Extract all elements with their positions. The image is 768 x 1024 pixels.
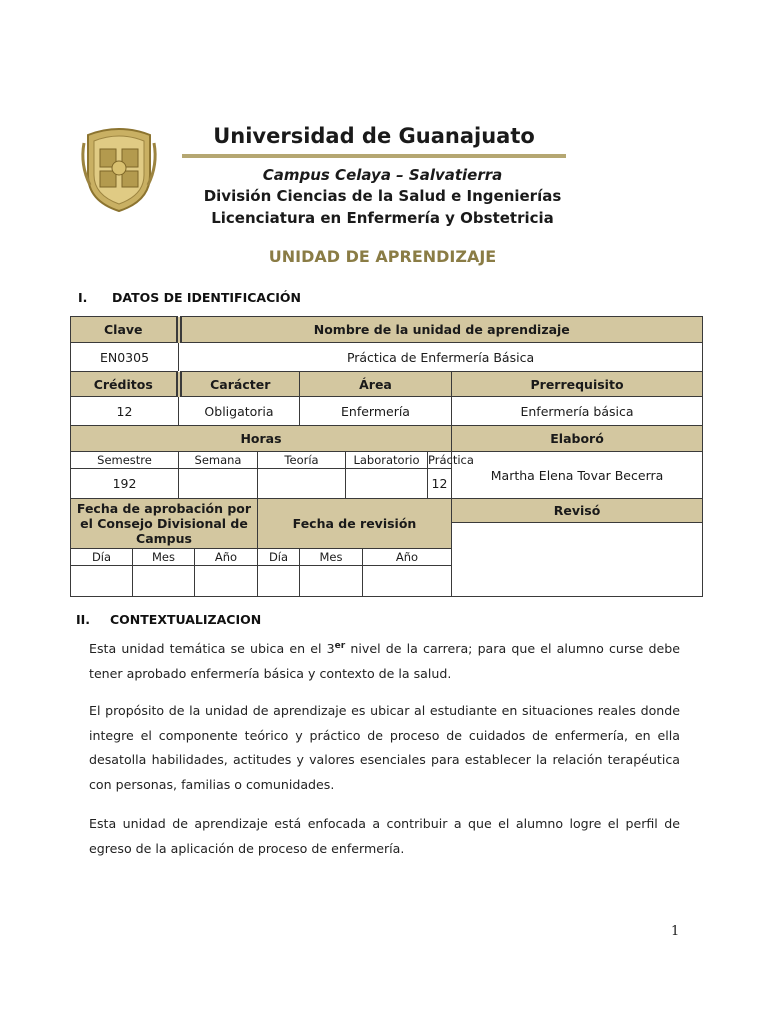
revision-mes-label: Mes (300, 549, 363, 566)
section-1-title: DATOS DE IDENTIFICACIÓN (112, 290, 302, 305)
caracter-value: Obligatoria (179, 397, 300, 426)
aprobacion-dia-value (71, 566, 133, 597)
prerrequisito-header: Prerrequisito (452, 372, 703, 397)
laboratorio-label: Laboratorio (346, 452, 428, 469)
elaboro-header: Elaboró (452, 426, 703, 452)
nombre-header: Nombre de la unidad de aprendizaje (179, 317, 703, 343)
clave-value: EN0305 (71, 343, 179, 372)
university-title: Universidad de Guanajuato (213, 124, 535, 148)
document-title: UNIDAD DE APRENDIZAJE (268, 247, 497, 266)
reviso-header: Revisó (452, 499, 703, 523)
aprobacion-dia-label: Día (71, 549, 133, 566)
section-2-heading (76, 612, 261, 627)
licenciatura-line: Licenciatura en Enfermería y Obstetricia (211, 209, 554, 227)
title-underline (182, 154, 566, 158)
identification-table (70, 316, 703, 597)
semana-label: Semana (179, 452, 258, 469)
teoria-value (258, 469, 346, 499)
semestre-label: Semestre (71, 452, 179, 469)
page-number: 1 (671, 924, 680, 939)
paragraph-1-superscript: er (334, 641, 346, 651)
reviso-value (452, 523, 703, 597)
laboratorio-value (346, 469, 428, 499)
paragraph-2: El propósito de la unidad de aprendizaje es ubicar al estudiante en situaciones reales donde integre el componente teórico y práctico de proceso de cuidados de enfermería, en ella desatolla habilidades, actitudes y valores esenciales para establecer la relación terapéutica con personas, familias o comunidades. (89, 703, 680, 792)
paragraph-1-end: nivel de la carrera; para que el alumno curse debe tener aprobado enfermería básica y contexto de la salud. (89, 641, 680, 681)
prerrequisito-value: Enfermería básica (452, 397, 703, 426)
area-header: Área (300, 372, 452, 397)
teoria-label: Teoría (258, 452, 346, 469)
practica-value: 12 (428, 469, 452, 499)
aprobacion-mes-label: Mes (133, 549, 195, 566)
campus-line: Campus Celaya – Salvatierra (262, 166, 503, 184)
creditos-value: 12 (71, 397, 179, 426)
section-2-number: II. (76, 612, 91, 627)
area-value: Enfermería (300, 397, 452, 426)
nombre-value: Práctica de Enfermería Básica (179, 343, 703, 372)
aprobacion-anio-value (195, 566, 258, 597)
elaboro-value: Martha Elena Tovar Becerra (452, 452, 703, 499)
division-line: División Ciencias de la Salud e Ingenierías (203, 187, 562, 205)
creditos-header: Créditos (71, 372, 179, 397)
fecha-aprobacion-header: Fecha de aprobación por el Consejo Divisional de Campus (71, 499, 258, 549)
semestre-value: 192 (71, 469, 179, 499)
paragraph-3: Esta unidad de aprendizaje está enfocada a contribuir a que el alumno logre el perfil de egreso de la aplicación de proceso de enfermería. (89, 816, 680, 856)
university-seal-logo (80, 125, 158, 213)
practica-label: Práctica (428, 453, 474, 467)
revision-mes-value (300, 566, 363, 597)
clave-header: Clave (71, 317, 179, 343)
paragraph-1 (89, 634, 680, 686)
revision-dia-label: Día (258, 549, 300, 566)
aprobacion-mes-value (133, 566, 195, 597)
horas-header: Horas (71, 426, 452, 452)
fecha-revision-header: Fecha de revisión (258, 499, 452, 549)
semana-value (179, 469, 258, 499)
paragraph-1-start: Esta unidad temática se ubica en el 3 (89, 641, 335, 657)
revision-dia-value (258, 566, 300, 597)
section-1-number: I. (78, 290, 88, 305)
revision-anio-label: Año (363, 549, 452, 566)
aprobacion-anio-label: Año (195, 549, 258, 566)
section-2-title: CONTEXTUALIZACION (110, 612, 262, 627)
caracter-header: Carácter (179, 372, 300, 397)
section-1-heading (78, 290, 301, 305)
revision-anio-value (363, 566, 452, 597)
